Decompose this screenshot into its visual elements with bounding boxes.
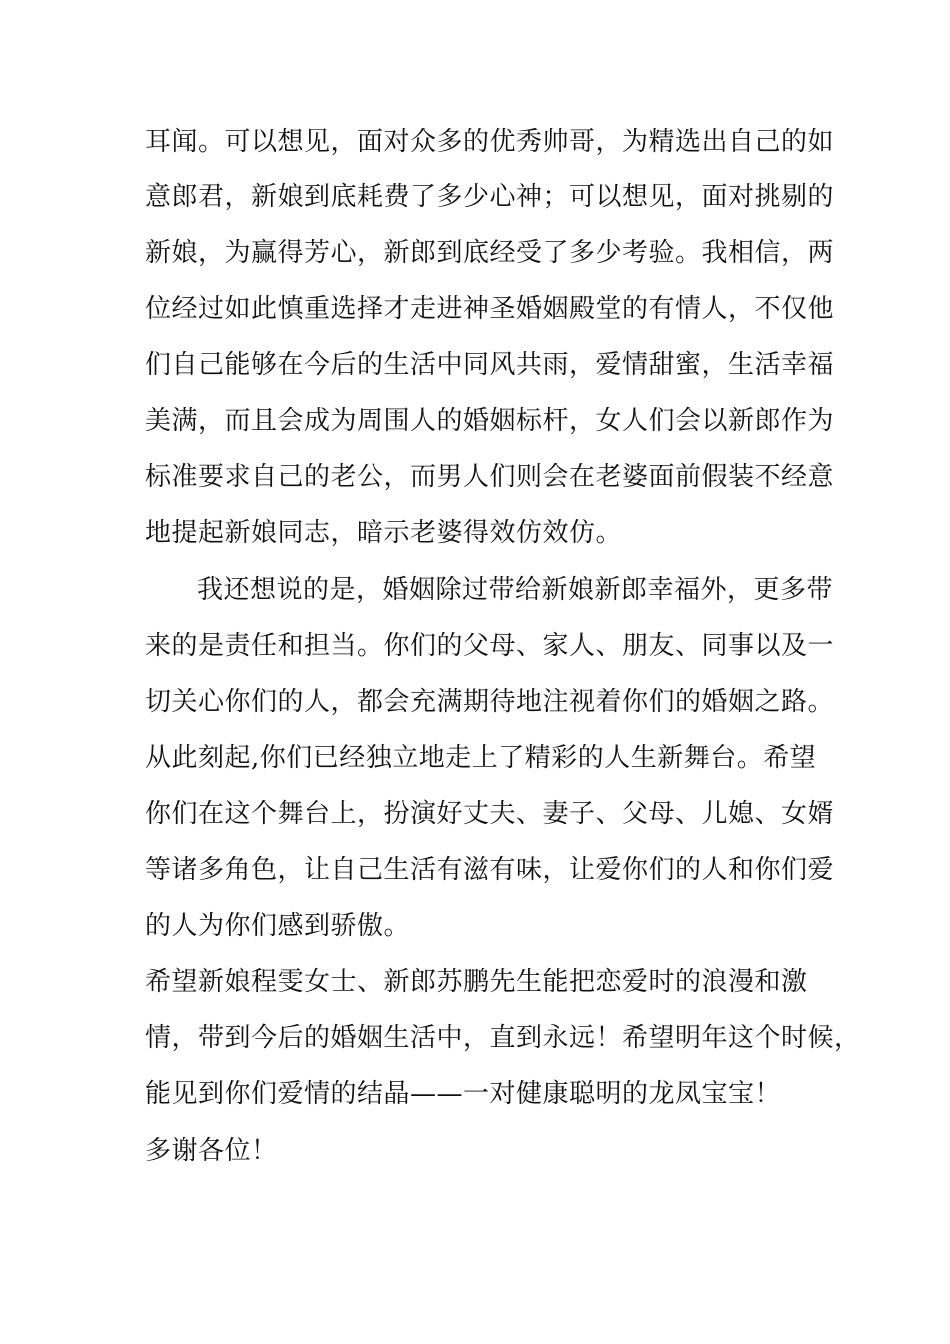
text-line: 的人为你们感到骄傲。	[145, 911, 411, 941]
text-line: 意郎君，新娘到底耗费了多少心神；可以想见，面对挑剔的	[145, 182, 835, 212]
text-line: 新娘，为赢得芳心，新郎到底经受了多少考验。我相信，两	[145, 238, 835, 268]
text-line: 希望新娘程雯女士、新郎苏鹏先生能把恋爱时的浪漫和激	[145, 967, 808, 997]
text-line: 地提起新娘同志，暗示老婆得效仿效仿。	[145, 518, 623, 548]
text-line: 能见到你们爱情的结晶——一对健康聪明的龙凤宝宝！	[145, 1079, 782, 1109]
text-line: 情，带到今后的婚姻生活中，直到永远！希望明年这个时候，	[145, 1023, 861, 1053]
text-line: 多谢各位！	[145, 1136, 278, 1166]
text-line: 标准要求自己的老公，而男人们则会在老婆面前假装不经意	[145, 462, 835, 492]
text-line: 你们在这个舞台上，扮演好丈夫、妻子、父母、儿媳、女婿	[145, 799, 835, 829]
text-line: 切关心你们的人，都会充满期待地注视着你们的婚姻之路。	[145, 687, 835, 717]
text-line: 来的是责任和担当。你们的父母、家人、朋友、同事以及一	[145, 631, 835, 661]
text-line: 美满，而且会成为周围人的婚姻标杆，女人们会以新郎作为	[145, 406, 835, 436]
text-line: 从此刻起,你们已经独立地走上了精彩的人生新舞台。希望	[145, 743, 817, 773]
text-line: 位经过如此慎重选择才走进神圣婚姻殿堂的有情人，不仅他	[145, 294, 835, 324]
text-line: 们自己能够在今后的生活中同风共雨，爱情甜蜜，生活幸福	[145, 350, 835, 380]
text-line: 等诸多角色，让自己生活有滋有味，让爱你们的人和你们爱	[145, 855, 835, 885]
text-line: 我还想说的是，婚姻除过带给新娘新郎幸福外，更多带	[197, 575, 834, 605]
text-line: 耳闻。可以想见，面对众多的优秀帅哥，为精选出自己的如	[145, 127, 835, 157]
